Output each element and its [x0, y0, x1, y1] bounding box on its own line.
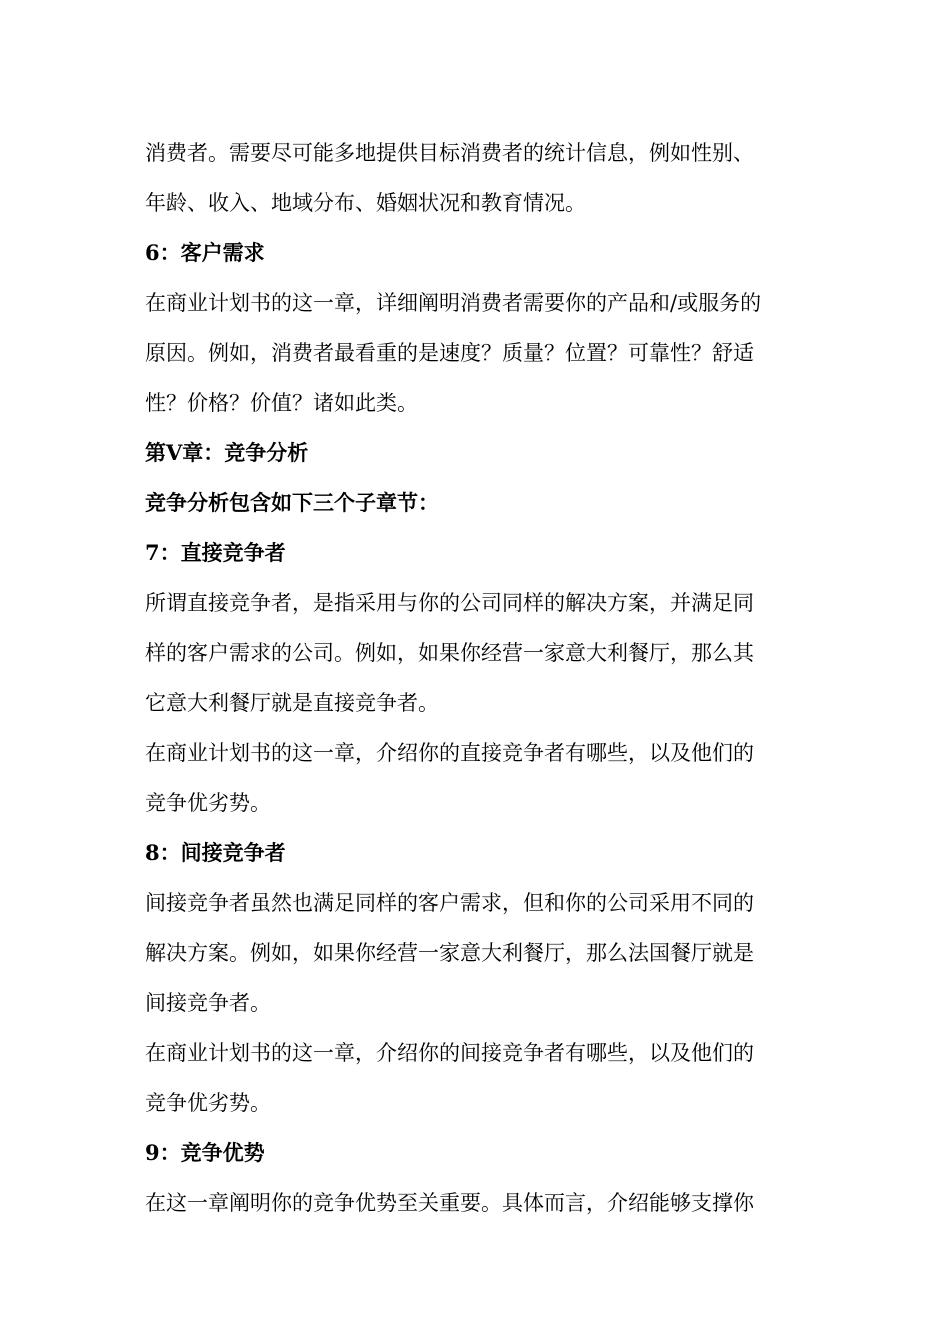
text-line: 年龄、收入、地域分布、婚姻状况和教育情况。 — [145, 191, 586, 215]
heading-customer-needs: 6：客户需求 — [145, 240, 265, 265]
text-line: 所谓直接竞争者，是指采用与你的公司同样的解决方案，并满足同 — [145, 591, 754, 615]
text-line: 解决方案。例如，如果你经营一家意大利餐厅，那么法国餐厅就是 — [145, 941, 754, 965]
paragraph-indirect-competitors-definition — [145, 878, 810, 1028]
heading-chapter-competition-analysis: 第Ⅴ章：竞争分析 — [145, 440, 309, 465]
text-line: 样的客户需求的公司。例如，如果你经营一家意大利餐厅，那么其 — [145, 641, 754, 665]
paragraph-indirect-competitors-instructions — [145, 1028, 810, 1128]
text-line: 在商业计划书的这一章，介绍你的直接竞争者有哪些，以及他们的 — [145, 741, 754, 765]
paragraph-competitive-advantage — [145, 1178, 810, 1228]
text-line: 性？价格？价值？诸如此类。 — [145, 391, 418, 415]
text-line: 在商业计划书的这一章，详细阐明消费者需要你的产品和/或服务的 — [145, 291, 762, 315]
paragraph-customer-needs — [145, 278, 810, 428]
document-body — [145, 128, 810, 1228]
heading-competitive-advantage: 9：竞争优势 — [145, 1140, 265, 1165]
text-line: 在这一章阐明你的竞争优势至关重要。具体而言，介绍能够支撑你 — [145, 1191, 754, 1215]
text-line: 间接竞争者。 — [145, 991, 271, 1015]
text-line: 它意大利餐厅就是直接竞争者。 — [145, 691, 439, 715]
heading-competition-subsections: 竞争分析包含如下三个子章节： — [145, 490, 439, 515]
heading-direct-competitors: 7：直接竞争者 — [145, 540, 286, 565]
text-line: 原因。例如，消费者最看重的是速度？质量？位置？可靠性？舒适 — [145, 341, 754, 365]
heading-indirect-competitors: 8：间接竞争者 — [145, 840, 286, 865]
text-line: 在商业计划书的这一章，介绍你的间接竞争者有哪些，以及他们的 — [145, 1041, 754, 1065]
text-line: 竞争优劣势。 — [145, 791, 271, 815]
paragraph-direct-competitors-instructions — [145, 728, 810, 828]
text-line: 消费者。需要尽可能多地提供目标消费者的统计信息，例如性别、 — [145, 141, 754, 165]
paragraph-direct-competitors-definition — [145, 578, 810, 728]
paragraph-target-consumer-stats — [145, 128, 810, 228]
text-line: 竞争优劣势。 — [145, 1091, 271, 1115]
text-line: 间接竞争者虽然也满足同样的客户需求，但和你的公司采用不同的 — [145, 891, 754, 915]
